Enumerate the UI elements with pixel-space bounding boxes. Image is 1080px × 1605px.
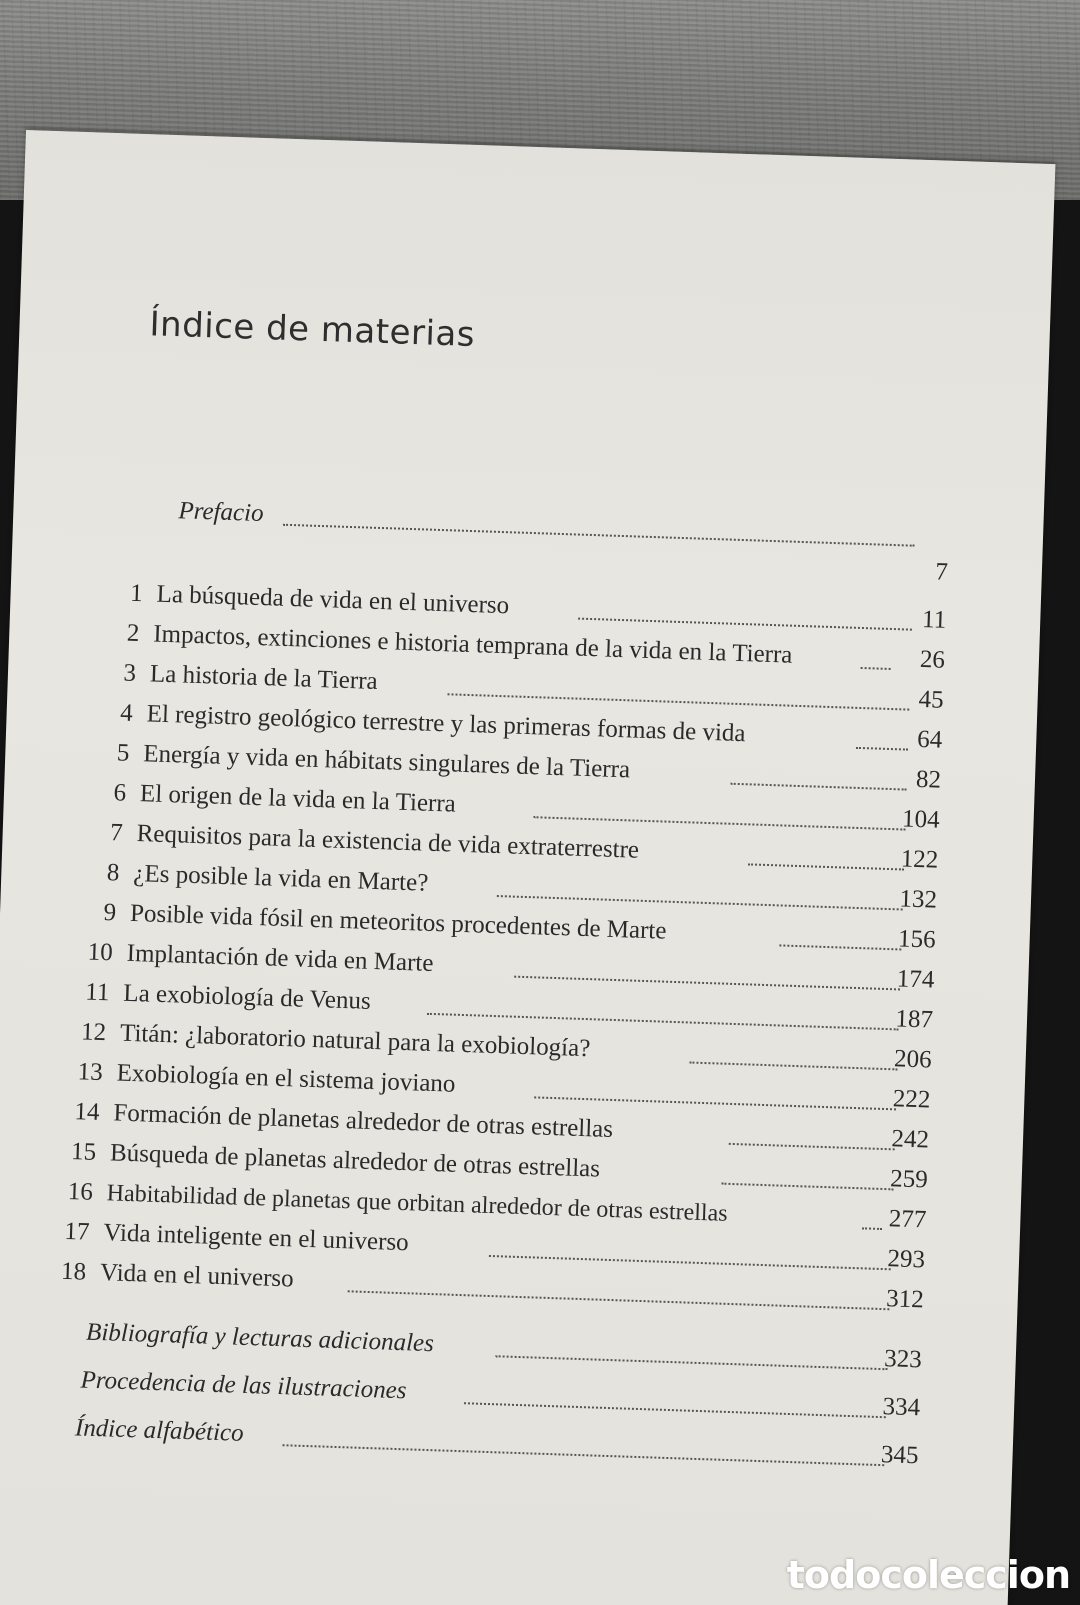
toc-entry-title: Búsqueda de planetas alrededor de otras estrellas (109, 1139, 601, 1183)
toc-page-number: 104 (901, 805, 941, 834)
watermark-logo: todocoleccion (786, 1553, 1070, 1597)
toc-chapter-number: 12 (80, 1018, 107, 1047)
toc-chapter-number: 2 (126, 619, 140, 648)
toc-chapter-number: 7 (109, 819, 124, 847)
toc-leader-dots (578, 614, 912, 631)
toc-leader-dots (861, 663, 891, 670)
toc-entry-title: Vida en el universo (99, 1259, 295, 1293)
toc-leader-dots (748, 859, 904, 870)
toc-entry-title: Vida inteligente en el universo (103, 1219, 410, 1257)
toc-leader-dots (534, 1092, 896, 1110)
toc-page-number: 122 (900, 845, 939, 874)
toc-page-number: 345 (880, 1441, 919, 1470)
toc-page-number: 7 (934, 558, 949, 586)
toc-page-number: 242 (891, 1125, 930, 1154)
page-title: Índice de materias (148, 304, 476, 355)
toc-chapter-number: 4 (119, 699, 134, 727)
toc-page-number: 334 (882, 1393, 921, 1422)
toc-entry-title: Procedencia de las ilustraciones (80, 1366, 407, 1405)
toc-page-number: 259 (889, 1165, 929, 1194)
toc-entry-title: La búsqueda de vida en el universo (156, 580, 510, 620)
toc-page-number: 45 (918, 685, 945, 714)
toc-chapter-number: 17 (64, 1217, 90, 1246)
toc-entry-title: Titán: ¿laboratorio natural para la exobiología? (119, 1019, 591, 1063)
toc-chapter-number: 13 (77, 1058, 104, 1087)
toc-entry-title: El registro geológico terrestre y las primeras formas de vida (146, 700, 746, 748)
toc-page-number: 64 (916, 725, 943, 754)
toc-leader-dots (721, 1179, 893, 1191)
toc-entry-title: ¿Es posible la vida en Marte? (132, 859, 429, 897)
toc-leader-dots (283, 1440, 885, 1466)
toc-chapter-number: 10 (87, 938, 114, 967)
toc-chapter-number: 14 (74, 1098, 100, 1126)
toc-chapter-number: 11 (84, 978, 110, 1007)
toc-entry-title: Prefacio (178, 497, 265, 528)
toc-page-number: 206 (893, 1045, 933, 1074)
toc-chapter-number: 5 (116, 739, 130, 767)
toc-page-number: 277 (888, 1205, 927, 1234)
toc-chapter-number: 16 (67, 1177, 94, 1206)
toc-entry-title: Requisitos para la existencia de vida extraterrestre (136, 820, 640, 864)
toc-chapter-number: 15 (70, 1138, 97, 1166)
toc-chapter-number: 8 (106, 859, 120, 887)
toc-leader-dots (348, 1286, 890, 1310)
toc-entry-title: Habitabilidad de planetas que orbitan alrededor de otras estrellas (106, 1180, 728, 1227)
toc-leader-dots (729, 1139, 895, 1151)
toc-leader-dots (689, 1058, 897, 1071)
toc-leader-dots (496, 1351, 888, 1370)
toc-page-number: 11 (921, 605, 947, 634)
toc-entry-title: Impactos, extinciones e historia temprana de la vida en la Tierra (152, 620, 793, 669)
toc-entry-title: Exobiología en el sistema joviano (116, 1059, 456, 1098)
toc-page-number: 174 (896, 965, 935, 994)
toc-chapter-number: 9 (103, 899, 117, 927)
toc-page-number: 323 (883, 1345, 923, 1374)
toc-leader-dots (464, 1398, 886, 1418)
toc-entry-title: Índice alfabético (74, 1414, 245, 1447)
toc-chapter-number: 6 (113, 779, 127, 807)
toc-entry-title: Bibliografía y lecturas adicionales (85, 1318, 435, 1358)
book-page (0, 130, 1055, 1605)
toc-entry-title: El origen de la vida en la Tierra (139, 780, 457, 818)
toc-chapter-number: 18 (60, 1257, 87, 1286)
toc-entry-title: Formación de planetas alrededor de otras estrellas (113, 1099, 614, 1144)
toc-page-number: 293 (887, 1245, 926, 1274)
toc-chapter-number: 1 (129, 579, 144, 608)
toc-page-number: 26 (919, 645, 946, 674)
toc-page-number: 187 (895, 1005, 934, 1034)
toc-entry-title: Posible vida fósil en meteoritos procedentes de Marte (129, 899, 667, 945)
toc-page-number: 222 (892, 1085, 931, 1114)
toc-page-number: 82 (915, 765, 942, 794)
toc-entry-title: Implantación de vida en Marte (126, 939, 434, 977)
toc-entry-title: La exobiología de Venus (122, 979, 372, 1015)
toc-leader-dots (533, 812, 905, 830)
toc-page-number: 312 (885, 1285, 925, 1314)
toc-entry-title: La historia de la Tierra (149, 660, 379, 695)
toc-page-number: 156 (897, 925, 937, 954)
toc-entry-title: Energía y vida en hábitats singulares de la Tierra (142, 740, 631, 784)
toc-page-number: 132 (899, 885, 938, 914)
toc-leader-dots (731, 779, 907, 791)
toc-chapter-number: 3 (123, 659, 137, 687)
